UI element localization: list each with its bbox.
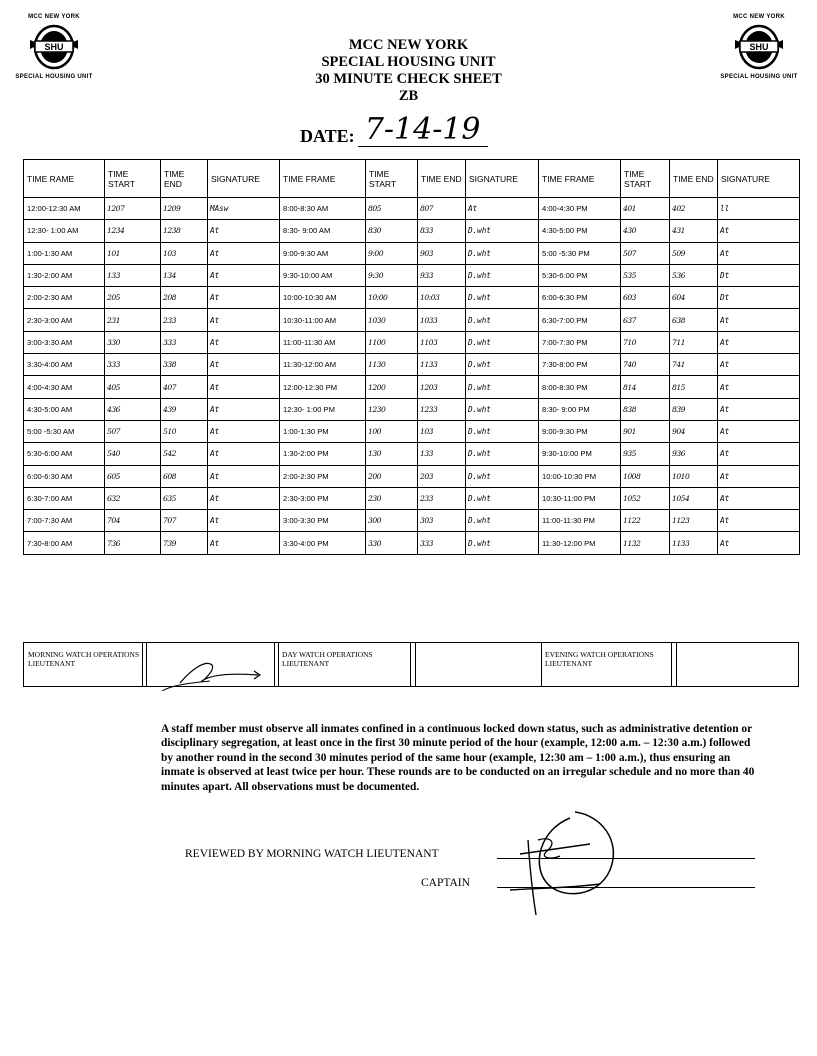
signature-cell: At (718, 242, 800, 264)
time-end-cell: 509 (670, 242, 718, 264)
column-header: TIME START (366, 160, 418, 198)
signature-cell: At (208, 465, 280, 487)
time-frame-cell: 10:30-11:00 PM (539, 487, 621, 509)
time-start-cell: 130 (366, 443, 418, 465)
column-header: TIME FRAME (280, 160, 366, 198)
time-start-cell: 330 (105, 331, 161, 353)
date-row (300, 114, 488, 147)
time-end-cell: 933 (418, 264, 466, 286)
time-start-cell: 637 (621, 309, 670, 331)
date-label: DATE: (300, 126, 355, 146)
time-start-cell: 230 (366, 487, 418, 509)
time-frame-cell: 12:30- 1:00 PM (280, 398, 366, 420)
title-line-3: 30 MINUTE CHECK SHEET (315, 71, 502, 87)
time-frame-cell: 7:00-7:30 PM (539, 331, 621, 353)
column-header: TIME START (105, 160, 161, 198)
time-frame-cell: 1:30-2:00 AM (24, 264, 105, 286)
time-start-cell: 603 (621, 287, 670, 309)
table-row (24, 532, 800, 554)
time-start-cell: 805 (366, 198, 418, 220)
signature-cell: At (718, 510, 800, 532)
time-end-cell: 936 (670, 443, 718, 465)
reviewed-by-label: REVIEWED BY MORNING WATCH LIEUTENANT (185, 848, 439, 860)
time-end-cell: 807 (418, 198, 466, 220)
time-frame-cell: 10:00-10:30 PM (539, 465, 621, 487)
time-start-cell: 330 (366, 532, 418, 554)
time-end-cell: 707 (161, 510, 208, 532)
time-frame-cell: 9:00-9:30 AM (280, 242, 366, 264)
time-end-cell: 233 (161, 309, 208, 331)
time-frame-cell: 8:00-8:30 AM (280, 198, 366, 220)
time-frame-cell: 5:30-6:00 AM (24, 443, 105, 465)
table-row (24, 287, 800, 309)
time-frame-cell: 8:00-8:30 PM (539, 376, 621, 398)
time-end-cell: 133 (418, 443, 466, 465)
signature-cell: At (718, 220, 800, 242)
time-end-cell: 1133 (670, 532, 718, 554)
time-end-cell: 407 (161, 376, 208, 398)
signature-cell: D.wht (466, 465, 539, 487)
time-end-cell: 203 (418, 465, 466, 487)
title-line-4: ZB (398, 88, 419, 104)
time-end-cell: 439 (161, 398, 208, 420)
signature-cell: At (718, 532, 800, 554)
time-frame-cell: 11:30-12:00 AM (280, 354, 366, 376)
time-start-cell: 9:00 (366, 242, 418, 264)
table-row (24, 264, 800, 286)
signature-cell: D.wht (466, 331, 539, 353)
time-start-cell: 405 (105, 376, 161, 398)
time-end-cell: 903 (418, 242, 466, 264)
signature-cell: Dt (718, 287, 800, 309)
time-start-cell: 101 (105, 242, 161, 264)
time-frame-cell: 12:00-12:30 AM (24, 198, 105, 220)
time-frame-cell: 10:30-11:00 AM (280, 309, 366, 331)
signature-cell: At (718, 487, 800, 509)
time-start-cell: 133 (105, 264, 161, 286)
time-start-cell: 901 (621, 420, 670, 442)
time-frame-cell: 1:00-1:30 PM (280, 420, 366, 442)
signature-cell: At (208, 287, 280, 309)
signature-cell: At (718, 420, 800, 442)
time-frame-cell: 4:30-5:00 PM (539, 220, 621, 242)
time-end-cell: 431 (670, 220, 718, 242)
time-end-cell: 739 (161, 532, 208, 554)
time-end-cell: 1209 (161, 198, 208, 220)
time-start-cell: 1052 (621, 487, 670, 509)
table-row (24, 354, 800, 376)
time-end-cell: 1238 (161, 220, 208, 242)
signature-cell: D.wht (466, 420, 539, 442)
time-start-cell: 507 (105, 420, 161, 442)
time-end-cell: 536 (670, 264, 718, 286)
time-end-cell: 542 (161, 443, 208, 465)
time-end-cell: 711 (670, 331, 718, 353)
time-frame-cell: 4:00-4:30 AM (24, 376, 105, 398)
time-frame-cell: 2:00-2:30 AM (24, 287, 105, 309)
time-start-cell: 1130 (366, 354, 418, 376)
table-row (24, 420, 800, 442)
time-end-cell: 1203 (418, 376, 466, 398)
table-row (24, 398, 800, 420)
table-row (24, 331, 800, 353)
column-header: SIGNATURE (466, 160, 539, 198)
time-frame-cell: 9:30-10:00 PM (539, 443, 621, 465)
time-start-cell: 1230 (366, 398, 418, 420)
table-row (24, 220, 800, 242)
time-start-cell: 300 (366, 510, 418, 532)
time-start-cell: 10:00 (366, 287, 418, 309)
time-frame-cell: 8:30- 9:00 PM (539, 398, 621, 420)
time-end-cell: 134 (161, 264, 208, 286)
table-body (24, 198, 800, 555)
time-end-cell: 10:03 (418, 287, 466, 309)
table-row (24, 242, 800, 264)
time-start-cell: 401 (621, 198, 670, 220)
seal-mark: SHU (44, 42, 64, 52)
morning-signature-scribble (150, 651, 270, 691)
time-end-cell: 333 (418, 532, 466, 554)
time-start-cell: 740 (621, 354, 670, 376)
time-end-cell: 833 (418, 220, 466, 242)
day-watch-signature (415, 643, 541, 686)
date-value: 7-14-19 (358, 114, 488, 147)
signature-cell: D.wht (466, 354, 539, 376)
signature-cell: At (718, 354, 800, 376)
time-end-cell: 303 (418, 510, 466, 532)
table-row (24, 487, 800, 509)
signature-cell: D.wht (466, 532, 539, 554)
table-row (24, 309, 800, 331)
signature-cell: At (718, 309, 800, 331)
signature-cell: D.wht (466, 487, 539, 509)
signature-cell: At (466, 198, 539, 220)
time-frame-cell: 11:00-11:30 PM (539, 510, 621, 532)
signature-cell: At (718, 398, 800, 420)
time-end-cell: 815 (670, 376, 718, 398)
column-header: SIGNATURE (208, 160, 280, 198)
signature-cell: At (718, 465, 800, 487)
time-end-cell: 1233 (418, 398, 466, 420)
time-frame-cell: 9:30-10:00 AM (280, 264, 366, 286)
time-end-cell: 1010 (670, 465, 718, 487)
time-end-cell: 103 (418, 420, 466, 442)
signature-cell: D.wht (466, 376, 539, 398)
time-frame-cell: 3:30-4:00 AM (24, 354, 105, 376)
time-start-cell: 1008 (621, 465, 670, 487)
policy-notice: A staff member must observe all inmates confined in a continuous locked down status, such as administrative detention or disciplinary segregation, at least once in the first 30 minute period of the hour (example, 12:00 a.m. – 12:30 a.m.) followed by another round in the second 30 minutes period of the same hour (example, 12:30 am – 1:00 a.m.), thus ensuring an inmate is observed at least twice per hour. These rounds are to be conducted on an irregular schedule and no more than 40 minutes apart. All observations must be documented. (161, 723, 755, 793)
signature-cell: D.wht (466, 264, 539, 286)
signature-cell: At (208, 331, 280, 353)
time-frame-cell: 6:30-7:00 PM (539, 309, 621, 331)
time-start-cell: 333 (105, 354, 161, 376)
time-frame-cell: 3:30-4:00 PM (280, 532, 366, 554)
time-end-cell: 638 (670, 309, 718, 331)
time-start-cell: 436 (105, 398, 161, 420)
time-start-cell: 605 (105, 465, 161, 487)
time-end-cell: 635 (161, 487, 208, 509)
signature-cell: D.wht (466, 220, 539, 242)
time-end-cell: 741 (670, 354, 718, 376)
signature-cell: At (208, 398, 280, 420)
time-end-cell: 1033 (418, 309, 466, 331)
time-frame-cell: 7:30-8:00 PM (539, 354, 621, 376)
signature-cell: At (718, 376, 800, 398)
seal-bottom-text: SPECIAL HOUSING UNIT (720, 74, 798, 80)
time-start-cell: 704 (105, 510, 161, 532)
time-start-cell: 838 (621, 398, 670, 420)
signature-cell: At (208, 220, 280, 242)
time-frame-cell: 3:00-3:30 AM (24, 331, 105, 353)
table-row (24, 198, 800, 220)
check-table (23, 159, 800, 555)
signature-cell: MAsw (208, 198, 280, 220)
column-header: TIME FRAME (539, 160, 621, 198)
column-header: TIME END (670, 160, 718, 198)
time-start-cell: 1132 (621, 532, 670, 554)
time-end-cell: 604 (670, 287, 718, 309)
time-frame-cell: 5:00 -5:30 AM (24, 420, 105, 442)
time-start-cell: 1234 (105, 220, 161, 242)
time-frame-cell: 11:00-11:30 AM (280, 331, 366, 353)
time-frame-cell: 2:30-3:00 PM (280, 487, 366, 509)
signature-cell: D.wht (466, 443, 539, 465)
signature-cell: At (208, 264, 280, 286)
time-frame-cell: 8:30- 9:00 AM (280, 220, 366, 242)
time-frame-cell: 4:30-5:00 AM (24, 398, 105, 420)
time-frame-cell: 5:00 -5:30 PM (539, 242, 621, 264)
signature-cell: At (208, 242, 280, 264)
column-header: TIME END (161, 160, 208, 198)
signature-cell: D.wht (466, 309, 539, 331)
time-end-cell: 103 (161, 242, 208, 264)
time-start-cell: 507 (621, 242, 670, 264)
time-start-cell: 632 (105, 487, 161, 509)
seal-top-text: MCC NEW YORK (733, 14, 785, 20)
signature-cell: At (718, 331, 800, 353)
table-row (24, 443, 800, 465)
signature-cell: D.wht (466, 510, 539, 532)
time-end-cell: 208 (161, 287, 208, 309)
time-start-cell: 535 (621, 264, 670, 286)
time-start-cell: 814 (621, 376, 670, 398)
time-start-cell: 205 (105, 287, 161, 309)
table-header-row (24, 160, 800, 198)
time-start-cell: 1207 (105, 198, 161, 220)
time-end-cell: 904 (670, 420, 718, 442)
signature-cell: At (208, 532, 280, 554)
time-frame-cell: 1:00-1:30 AM (24, 242, 105, 264)
signature-cell: At (208, 354, 280, 376)
time-start-cell: 430 (621, 220, 670, 242)
time-end-cell: 839 (670, 398, 718, 420)
table-row (24, 376, 800, 398)
time-frame-cell: 2:00-2:30 PM (280, 465, 366, 487)
time-end-cell: 1054 (670, 487, 718, 509)
morning-watch-label: MORNING WATCH OPERATIONS LIEUTENANT (28, 650, 140, 668)
time-end-cell: 1103 (418, 331, 466, 353)
signature-cell: At (208, 510, 280, 532)
title-line-2: SPECIAL HOUSING UNIT (321, 54, 496, 70)
column-header: TIME RAME (24, 160, 105, 198)
time-frame-cell: 3:00-3:30 PM (280, 510, 366, 532)
time-frame-cell: 5:30-6:00 PM (539, 264, 621, 286)
time-end-cell: 608 (161, 465, 208, 487)
time-frame-cell: 6:00-6:30 AM (24, 465, 105, 487)
seal-bottom-text: SPECIAL HOUSING UNIT (15, 74, 93, 80)
time-frame-cell: 9:00-9:30 PM (539, 420, 621, 442)
time-end-cell: 338 (161, 354, 208, 376)
title-line-1: MCC NEW YORK (348, 37, 469, 53)
time-end-cell: 1123 (670, 510, 718, 532)
signature-cell: D.wht (466, 242, 539, 264)
sheet-title (0, 37, 817, 105)
time-frame-cell: 12:30- 1:00 AM (24, 220, 105, 242)
day-watch-label: DAY WATCH OPERATIONS LIEUTENANT (282, 650, 373, 668)
signature-cell: At (208, 487, 280, 509)
time-frame-cell: 1:30-2:00 PM (280, 443, 366, 465)
time-end-cell: 233 (418, 487, 466, 509)
table-row (24, 465, 800, 487)
lieutenant-signoff-box (23, 642, 799, 687)
captain-label: CAPTAIN (421, 877, 470, 889)
time-frame-cell: 11:30-12:00 PM (539, 532, 621, 554)
signature-cell: D.wht (466, 398, 539, 420)
time-start-cell: 200 (366, 465, 418, 487)
time-start-cell: 231 (105, 309, 161, 331)
signature-cell: At (208, 309, 280, 331)
signature-cell: At (208, 420, 280, 442)
time-frame-cell: 6:30-7:00 AM (24, 487, 105, 509)
time-frame-cell: 2:30-3:00 AM (24, 309, 105, 331)
column-header: TIME END (418, 160, 466, 198)
time-frame-cell: 6:00-6:30 PM (539, 287, 621, 309)
time-frame-cell: 7:30-8:00 AM (24, 532, 105, 554)
evening-watch-label: EVENING WATCH OPERATIONS LIEUTENANT (545, 650, 654, 668)
signature-cell: At (208, 376, 280, 398)
column-header: TIME START (621, 160, 670, 198)
time-start-cell: 1122 (621, 510, 670, 532)
reviewer-signature-scribble (480, 800, 630, 920)
table-row (24, 510, 800, 532)
time-frame-cell: 4:00-4:30 PM (539, 198, 621, 220)
signature-cell: ll (718, 198, 800, 220)
signature-cell: D.wht (466, 287, 539, 309)
time-start-cell: 1030 (366, 309, 418, 331)
column-header: SIGNATURE (718, 160, 800, 198)
time-start-cell: 710 (621, 331, 670, 353)
seal-top-text: MCC NEW YORK (28, 14, 80, 20)
time-end-cell: 333 (161, 331, 208, 353)
time-start-cell: 540 (105, 443, 161, 465)
morning-watch-signature (146, 643, 274, 686)
time-start-cell: 1200 (366, 376, 418, 398)
signature-cell: At (718, 443, 800, 465)
time-start-cell: 1100 (366, 331, 418, 353)
time-start-cell: 830 (366, 220, 418, 242)
time-start-cell: 736 (105, 532, 161, 554)
time-start-cell: 9:30 (366, 264, 418, 286)
time-frame-cell: 12:00-12:30 PM (280, 376, 366, 398)
signature-cell: At (208, 443, 280, 465)
time-start-cell: 100 (366, 420, 418, 442)
time-end-cell: 1133 (418, 354, 466, 376)
time-frame-cell: 7:00-7:30 AM (24, 510, 105, 532)
seal-mark: SHU (749, 42, 769, 52)
time-end-cell: 510 (161, 420, 208, 442)
signature-cell: Dt (718, 264, 800, 286)
time-frame-cell: 10:00-10:30 AM (280, 287, 366, 309)
evening-watch-signature (676, 643, 798, 686)
time-start-cell: 935 (621, 443, 670, 465)
time-end-cell: 402 (670, 198, 718, 220)
